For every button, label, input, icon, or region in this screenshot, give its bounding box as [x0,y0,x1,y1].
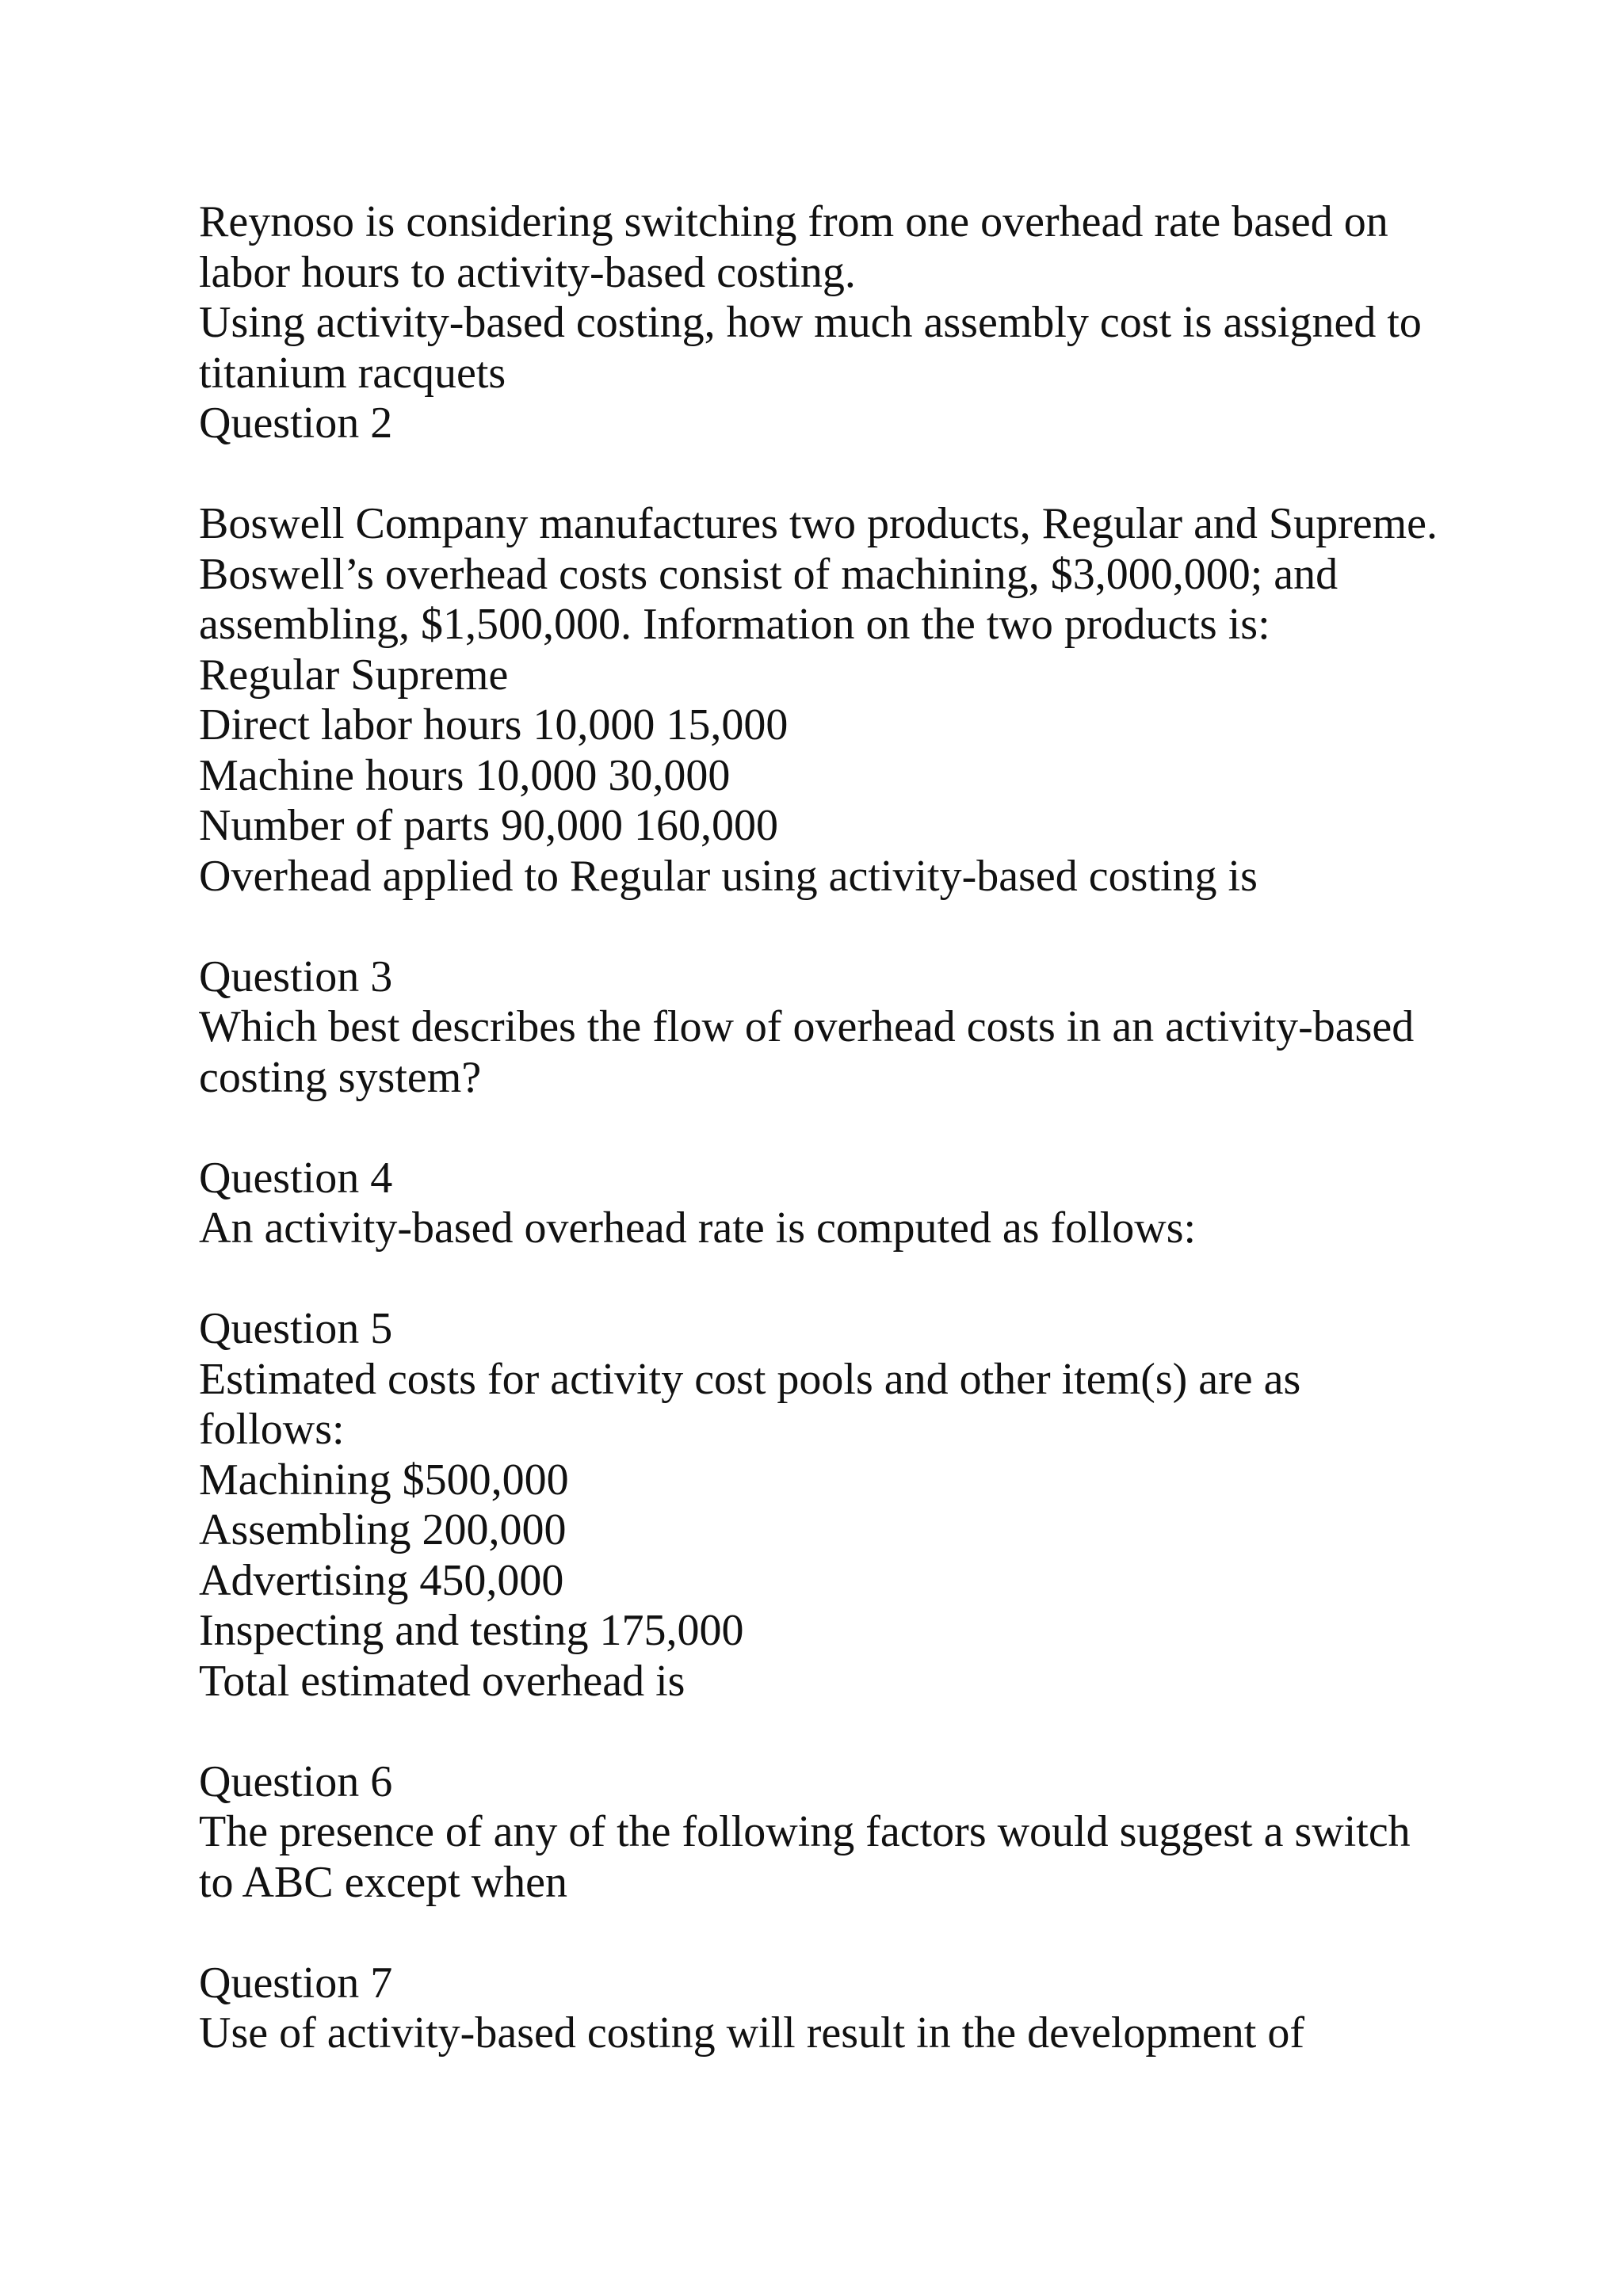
text-line: Boswell Company manufactures two products, Regular and Supreme. [199,499,1438,548]
text-line: Inspecting and testing 175,000 [199,1606,744,1655]
text-line: assembling, $1,500,000. Information on the two products is: [199,600,1270,649]
question-heading: Question 2 [199,399,393,448]
text-line: Number of parts 90,000 160,000 [199,801,779,850]
question-heading: Question 5 [199,1304,393,1353]
text-line: Assembling 200,000 [199,1505,567,1554]
text-line: Estimated costs for activity cost pools and other item(s) are as [199,1354,1301,1404]
text-line: An activity-based overhead rate is computed as follows: [199,1203,1197,1253]
document-text [199,197,1546,2059]
blank-line [199,449,1546,500]
text-line: labor hours to activity-based costing. [199,247,856,297]
text-line: Machining $500,000 [199,1455,569,1505]
text-line: Use of activity-based costing will result in the development of [199,2008,1304,2058]
blank-line [199,1103,1546,1154]
blank-line [199,902,1546,952]
text-line: titanium racquets [199,348,506,398]
text-line: Using activity-based costing, how much assembly cost is assigned to [199,298,1422,347]
blank-line [199,1707,1546,1757]
text-line: Regular Supreme [199,650,509,700]
text-line: follows: [199,1405,345,1454]
text-line: Total estimated overhead is [199,1656,685,1706]
question-heading: Question 6 [199,1756,393,1806]
text-line: The presence of any of the following factors would suggest a switch [199,1807,1411,1856]
text-line: Overhead applied to Regular using activity-based costing is [199,851,1258,901]
text-line: costing system? [199,1052,482,1102]
text-line: Boswell’s overhead costs consist of machining, $3,000,000; and [199,549,1338,599]
blank-line [199,1254,1546,1305]
text-line: Direct labor hours 10,000 15,000 [199,700,789,749]
question-heading: Question 4 [199,1153,393,1203]
text-line: to ABC except when [199,1857,568,1907]
question-heading: Question 7 [199,1958,393,2008]
text-line: Reynoso is considering switching from one overhead rate based on [199,197,1388,246]
blank-line [199,1908,1546,1958]
text-line: Advertising 450,000 [199,1555,564,1605]
question-heading: Question 3 [199,952,393,1001]
text-line: Machine hours 10,000 30,000 [199,750,731,800]
text-line: Which best describes the flow of overhead costs in an activity-based [199,1002,1415,1051]
